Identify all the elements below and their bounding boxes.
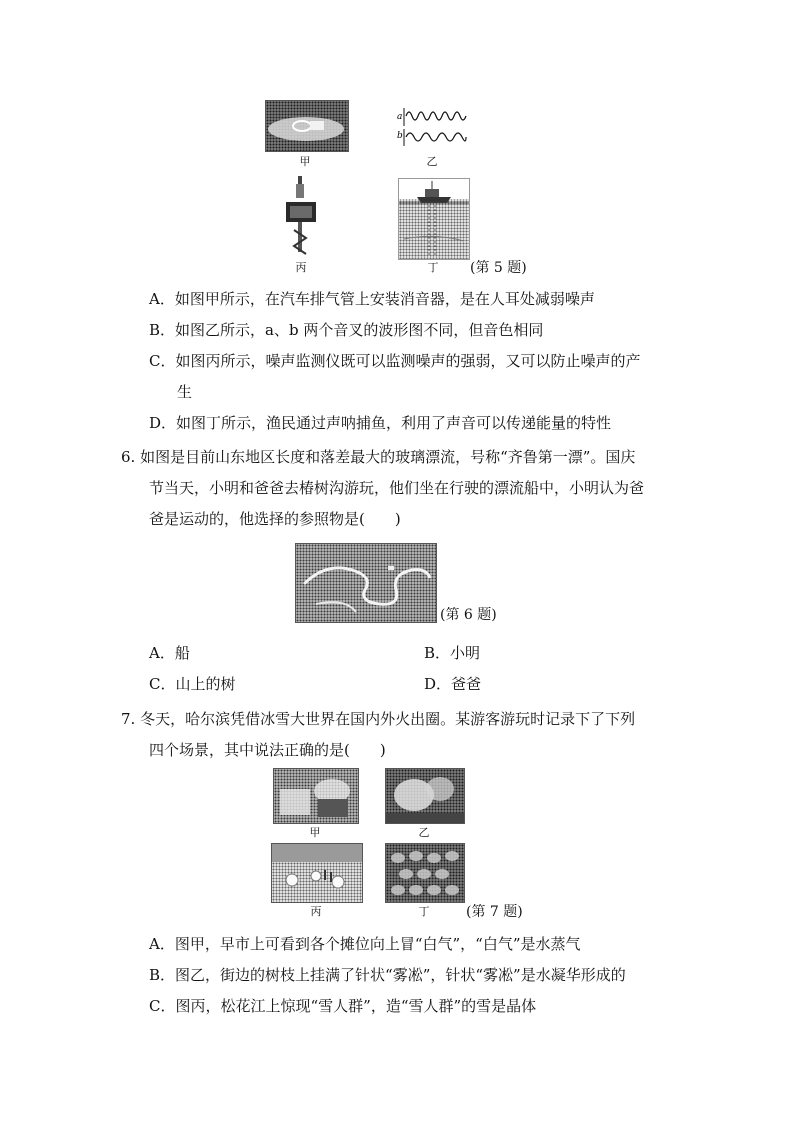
q7-label-yi: 乙 bbox=[418, 826, 430, 839]
waveform-diagram bbox=[396, 102, 468, 152]
q5-image-ding bbox=[398, 178, 470, 260]
q6-option-c: C．山上的树 bbox=[149, 675, 236, 693]
q5-label-bing: 丙 bbox=[295, 261, 307, 274]
q6-option-b: B．小明 bbox=[424, 644, 481, 662]
sonar-fishing-illustration bbox=[399, 179, 469, 259]
q6-option-d: D．爸爸 bbox=[424, 675, 482, 693]
q5-image-jia bbox=[265, 100, 349, 152]
q5-image-yi bbox=[396, 102, 468, 152]
q5-option-c-continued: 生 bbox=[177, 383, 193, 401]
noise-monitor-illustration bbox=[284, 174, 318, 260]
q5-label-yi: 乙 bbox=[426, 155, 438, 168]
market-steam-illustration bbox=[274, 769, 358, 823]
q5-label-jia: 甲 bbox=[299, 155, 311, 168]
snowmen-crowd-illustration bbox=[272, 844, 362, 902]
q7-stem-line-2: 四个场景，其中说法正确的是( ) bbox=[149, 741, 386, 759]
q7-stem-line-1: 7. 冬天，哈尔滨凭借冰雪大世界在国内外火出圈。某游客游玩时记录下了下列 bbox=[121, 710, 636, 728]
q7-figure-caption: (第 7 题) bbox=[466, 904, 523, 920]
q7-image-ding bbox=[385, 843, 465, 903]
q7-label-bing: 丙 bbox=[310, 905, 322, 918]
q7-option-c: C．图丙，松花江上惊现“雪人群”，造“雪人群”的雪是晶体 bbox=[149, 997, 537, 1015]
q5-label-ding: 丁 bbox=[427, 261, 439, 274]
q7-image-yi bbox=[385, 768, 465, 824]
q5-option-a: A．如图甲所示，在汽车排气管上安装消音器，是在人耳处减弱噪声 bbox=[149, 290, 595, 308]
ice-lanterns-illustration bbox=[386, 844, 464, 902]
q7-image-jia bbox=[273, 768, 359, 824]
q6-option-a: A．船 bbox=[149, 644, 190, 662]
q6-figure-caption: (第 6 题) bbox=[440, 607, 497, 623]
exhaust-pipe-illustration bbox=[266, 101, 348, 151]
q7-option-b: B．图乙，街边的树枝上挂满了针状“雾凇”，针状“雾凇”是水凝华形成的 bbox=[149, 966, 626, 984]
q5-figure-caption: (第 5 题) bbox=[470, 260, 527, 276]
wave-label-b: b bbox=[397, 131, 403, 141]
frost-trees-illustration bbox=[386, 769, 464, 823]
q7-label-jia: 甲 bbox=[309, 826, 321, 839]
wave-label-a: a bbox=[397, 112, 403, 122]
q6-stem-line-1: 6. 如图是目前山东地区长度和落差最大的玻璃漂流，号称“齐鲁第一漂”。国庆 bbox=[121, 448, 636, 466]
q6-image-glass-drift bbox=[295, 543, 437, 623]
q7-image-bing bbox=[271, 843, 363, 903]
q7-label-ding: 丁 bbox=[418, 905, 430, 918]
winding-slide-illustration bbox=[296, 544, 436, 622]
q5-image-bing bbox=[284, 174, 318, 260]
q6-stem-line-2: 节当天，小明和爸爸去椿树沟游玩，他们坐在行驶的漂流船中，小明认为爸 bbox=[149, 479, 645, 497]
q5-option-c: C．如图丙所示，噪声监测仪既可以监测噪声的强弱，又可以防止噪声的产 bbox=[149, 352, 641, 370]
q6-stem-line-3: 爸是运动的，他选择的参照物是( ) bbox=[149, 510, 401, 528]
q5-option-d: D．如图丁所示，渔民通过声呐捕鱼，利用了声音可以传递能量的特性 bbox=[149, 414, 612, 432]
q7-option-a: A．图甲，早市上可看到各个摊位向上冒“白气”，“白气”是水蒸气 bbox=[149, 935, 581, 953]
q5-option-b: B．如图乙所示，a、b 两个音叉的波形图不同，但音色相同 bbox=[149, 321, 544, 339]
